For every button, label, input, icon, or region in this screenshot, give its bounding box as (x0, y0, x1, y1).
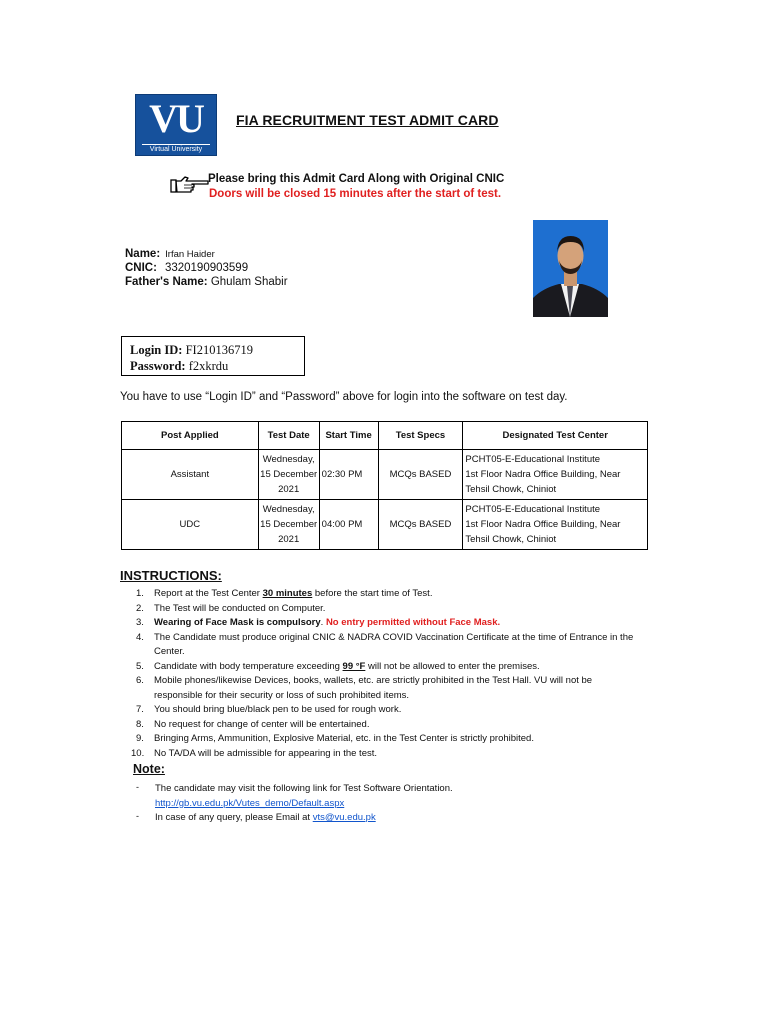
header-post-applied: Post Applied (122, 422, 259, 450)
instruction-text: You should bring blue/black pen to be used for rough work. (154, 704, 402, 715)
instructions-list (131, 587, 656, 761)
candidate-photo (533, 220, 608, 317)
candidate-cnic-row (125, 262, 248, 274)
instruction-item (136, 732, 656, 747)
instruction-text: . (320, 617, 326, 628)
test-center-cell (463, 450, 648, 500)
instruction-number: 7. (136, 704, 144, 715)
instruction-number: 4. (136, 631, 144, 643)
instruction-number: 10. (131, 747, 145, 759)
note-heading: Note: (133, 762, 165, 776)
center-name: PCHT05-E-Educational Institute (465, 504, 601, 515)
cnic-label: CNIC: (125, 262, 157, 274)
note-text: The candidate may visit the following link for Test Software Orientation. (155, 783, 453, 794)
pointing-hand-icon (170, 174, 210, 196)
candidate-cnic: 3320190903599 (164, 262, 249, 274)
bullet: - (136, 782, 139, 792)
instruction-item (136, 674, 656, 703)
date-weekday: Wednesday, (262, 454, 315, 465)
logo-subtitle: Virtual University (142, 144, 210, 153)
instruction-text: No request for change of center will be entertained. (154, 718, 370, 730)
instruction-number: 9. (136, 733, 144, 744)
password-row (130, 358, 296, 374)
center-address-line1: 1st Floor Nadra Office Building, Near (465, 469, 621, 480)
instruction-emphasis: Wearing of Face Mask is compulsory (154, 617, 321, 628)
test-specs-cell: MCQs BASED (378, 450, 463, 500)
table-row (122, 500, 648, 550)
instruction-text: The Candidate must produce original CNIC & NADRA COVID Vaccination Certificate at the time of Entrance in the (154, 631, 634, 643)
instruction-warning: No entry permitted without Face Mask. (325, 617, 501, 628)
instruction-text: Bringing Arms, Ammunition, Explosive Material, etc. in the Test Center is strictly prohibited. (154, 733, 534, 744)
instruction-item (136, 602, 656, 617)
candidate-name: Irfan Haider (165, 249, 215, 260)
instruction-emphasis: 99 °F (342, 660, 366, 672)
father-label: Father's Name: (125, 276, 208, 288)
header-test-center: Designated Test Center (463, 422, 648, 450)
instruction-item (136, 587, 656, 602)
note-item (136, 782, 656, 811)
date-day-month: 15 December (260, 519, 318, 530)
instruction-text: The Test will be conducted on Computer. (154, 602, 326, 614)
instruction-number: 2. (136, 602, 144, 614)
instruction-number: 1. (136, 588, 144, 599)
instruction-number: 3. (136, 617, 144, 628)
note-item (136, 811, 656, 826)
support-email-link[interactable]: vts@vu.edu.pk (312, 812, 376, 823)
center-name: PCHT05-E-Educational Institute (465, 454, 601, 465)
date-year: 2021 (278, 534, 300, 545)
instruction-item (136, 631, 656, 660)
header-test-specs: Test Specs (378, 422, 463, 450)
center-address-line2: Tehsil Chowk, Chiniot (465, 534, 557, 545)
login-instruction: You have to use “Login ID” and “Password” above for login into the software on test day. (120, 391, 568, 403)
start-time-cell: 02:30 PM (319, 450, 378, 500)
table-row (122, 450, 648, 500)
instruction-item (136, 616, 656, 631)
instruction-number: 8. (136, 718, 144, 730)
login-id-label: Login ID: (130, 343, 183, 357)
logo-text: VU (149, 96, 203, 141)
date-weekday: Wednesday, (262, 504, 315, 515)
page-title: FIA RECRUITMENT TEST ADMIT CARD (236, 112, 499, 128)
candidate-father-row (125, 276, 288, 288)
test-specs-cell: MCQs BASED (378, 500, 463, 550)
table-header-row (122, 422, 648, 450)
header-test-date: Test Date (258, 422, 319, 450)
instruction-text: before the start time of Test. (312, 588, 433, 599)
login-id-row (130, 342, 296, 358)
instruction-item (136, 703, 656, 718)
notes-list (136, 782, 656, 826)
instruction-text: Center. (154, 646, 185, 657)
instruction-text: Mobile phones/likewise Devices, books, wallets, etc. are strictly prohibited in the Test Hall. VU will not be (154, 675, 593, 686)
post-applied-cell: UDC (122, 500, 259, 550)
start-time-cell: 04:00 PM (319, 500, 378, 550)
instruction-item (136, 660, 656, 675)
password-label: Password: (130, 359, 186, 373)
instruction-text: responsible for their security or loss of such prohibited items. (154, 689, 410, 701)
instruction-text: No TA/DA will be admissible for appearing in the test. (154, 747, 378, 759)
instruction-emphasis: 30 minutes (262, 588, 313, 599)
center-address-line1: 1st Floor Nadra Office Building, Near (465, 519, 621, 530)
instruction-number: 5. (136, 660, 144, 672)
test-date-cell (258, 450, 319, 500)
candidate-name-row (125, 248, 215, 260)
password-value: f2xkrdu (188, 359, 229, 373)
login-credentials-box (121, 336, 305, 376)
note-text: In case of any query, please Email at (155, 812, 313, 823)
notice-doors-closed: Doors will be closed 15 minutes after the start of test. (209, 188, 502, 200)
instruction-text: will not be allowed to enter the premises. (365, 660, 540, 672)
software-orientation-link[interactable]: http://gb.vu.edu.pk/Vutes_demo/Default.aspx (155, 797, 345, 809)
bullet: - (136, 811, 139, 821)
vu-logo (135, 94, 217, 156)
instruction-number: 6. (136, 675, 144, 686)
post-applied-cell: Assistant (122, 450, 259, 500)
login-id-value: FI210136719 (185, 343, 253, 357)
notice-bring-cnic: Please bring this Admit Card Along with Original CNIC (208, 173, 505, 185)
test-schedule-table (121, 421, 648, 550)
instruction-text: Candidate with body temperature exceeding (154, 660, 343, 672)
header-start-time: Start Time (319, 422, 378, 450)
date-year: 2021 (278, 484, 300, 495)
date-day-month: 15 December (260, 469, 318, 480)
instruction-item (131, 747, 656, 762)
test-date-cell (258, 500, 319, 550)
instruction-text: Report at the Test Center (154, 588, 263, 599)
test-center-cell (463, 500, 648, 550)
name-label: Name: (125, 248, 161, 260)
instructions-heading: INSTRUCTIONS: (120, 568, 222, 583)
instruction-item (136, 718, 656, 733)
center-address-line2: Tehsil Chowk, Chiniot (465, 484, 557, 495)
candidate-father-name: Ghulam Shabir (210, 276, 288, 288)
